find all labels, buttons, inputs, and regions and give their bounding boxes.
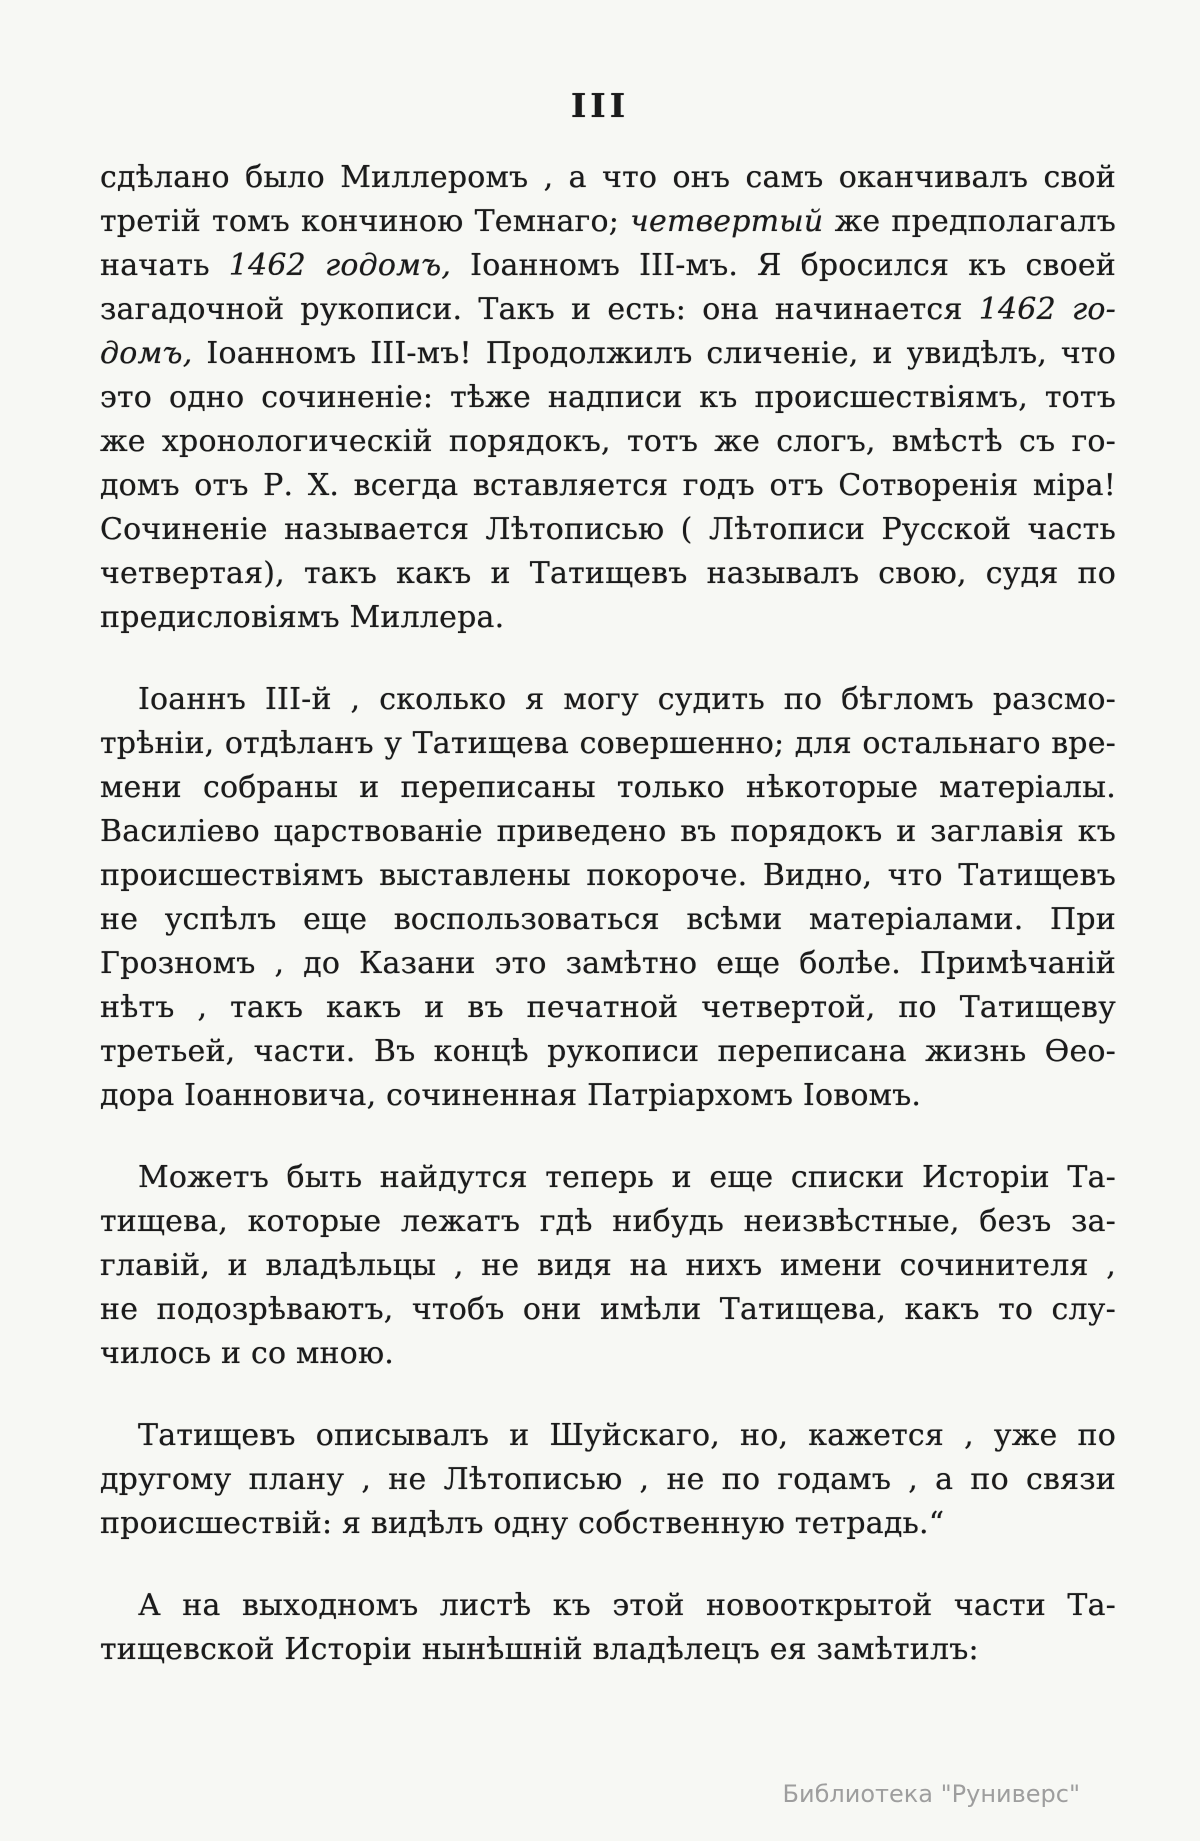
italic-run: домъ, — [100, 336, 193, 371]
text-line — [100, 766, 1116, 810]
text-run: А на выходномъ листѣ къ этой новооткрытой части Та- — [138, 1588, 1116, 1623]
text-run: Грозномъ , до Казани это замѣтно еще болѣе. Примѣчаній — [100, 946, 1116, 981]
text-run: Василіево царствованіе приведено въ порядокъ и заглавія къ — [100, 814, 1116, 849]
text-line — [100, 420, 1116, 464]
text-line — [100, 1458, 1116, 1502]
text-line — [100, 552, 1116, 596]
paragraph — [100, 1414, 1116, 1546]
text-line — [100, 508, 1116, 552]
text-block — [100, 156, 1116, 1672]
text-line — [100, 678, 1116, 722]
text-line — [100, 596, 1116, 640]
text-run: происшествіямъ выставлены покороче. Видно, что Татищевъ — [100, 858, 1116, 893]
italic-run: 1462 годомъ, — [228, 248, 452, 283]
text-line — [100, 722, 1116, 766]
text-run: же хронологическій порядокъ, тотъ же слогъ, вмѣстѣ съ го- — [100, 424, 1116, 459]
text-line — [100, 1584, 1116, 1628]
text-run: третій томъ кончиною Темнаго; — [100, 204, 631, 239]
text-line — [100, 200, 1116, 244]
text-run: это одно сочиненіе: тѣже надписи къ происшествіямъ, тотъ — [100, 380, 1116, 415]
text-line — [100, 1200, 1116, 1244]
text-line — [100, 1288, 1116, 1332]
text-run: происшествій: я видѣлъ одну собственную тетрадь.“ — [100, 1506, 945, 1541]
text-line — [100, 810, 1116, 854]
text-run: же предполагалъ — [823, 204, 1116, 239]
text-line — [100, 288, 1116, 332]
text-line — [100, 1074, 1116, 1118]
text-run: Татищевъ описывалъ и Шуйскаго, но, кажется , уже по — [138, 1418, 1116, 1453]
text-line — [100, 332, 1116, 376]
text-run: сдѣлано было Миллеромъ , а что онъ самъ оканчивалъ свой — [100, 160, 1116, 195]
text-run: загадочной рукописи. Такъ и есть: она начинается — [100, 292, 979, 327]
text-run: мени собраны и переписаны только нѣкоторые матеріалы. — [100, 770, 1116, 805]
text-line — [100, 244, 1116, 288]
text-run: тищева, которые лежатъ гдѣ нибудь неизвѣстные, безъ за- — [100, 1204, 1116, 1239]
text-run: Можетъ быть найдутся теперь и еще списки Исторіи Та- — [138, 1160, 1116, 1195]
page-number: III — [570, 86, 630, 125]
text-line — [100, 986, 1116, 1030]
italic-run: четвертый — [630, 204, 824, 239]
text-line — [100, 1030, 1116, 1074]
text-run: домъ отъ Р. Х. всегда вставляется годъ отъ Сотворенія міра! — [100, 468, 1116, 503]
text-run: дора Іоанновича, сочиненная Патріархомъ Іовомъ. — [100, 1078, 922, 1113]
text-line — [100, 1628, 1116, 1672]
text-run: трѣніи, отдѣланъ у Татищева совершенно; для остальнаго вре- — [100, 726, 1116, 761]
text-line — [100, 1244, 1116, 1288]
text-run: не подозрѣваютъ, чтобъ они имѣли Татищева, какъ то слу- — [100, 1292, 1116, 1327]
text-run: Сочиненіе называется Лѣтописью ( Лѣтописи Русской часть — [100, 512, 1116, 547]
text-line — [100, 1414, 1116, 1458]
text-line — [100, 1156, 1116, 1200]
library-watermark: Библиотека "Руниверс" — [782, 1780, 1080, 1808]
text-line — [100, 942, 1116, 986]
paragraph — [100, 1156, 1116, 1376]
text-run: тищевской Исторіи нынѣшній владѣлецъ ея замѣтилъ: — [100, 1632, 979, 1667]
text-line — [100, 376, 1116, 420]
text-line — [100, 898, 1116, 942]
paragraph — [100, 156, 1116, 640]
italic-run: 1462 го- — [978, 292, 1117, 327]
text-line — [100, 156, 1116, 200]
text-line — [100, 464, 1116, 508]
text-run: четвертая), такъ какъ и Татищевъ называлъ свою, судя по — [100, 556, 1116, 591]
text-run: начать — [100, 248, 229, 283]
text-run: нѣтъ , такъ какъ и въ печатной четвертой, по Татищеву — [100, 990, 1116, 1025]
text-line — [100, 1332, 1116, 1376]
text-run: Іоанномъ III-мъ! Продолжилъ сличеніе, и увидѣлъ, что — [192, 336, 1116, 371]
text-run: другому плану , не Лѣтописью , не по годамъ , а по связи — [100, 1462, 1116, 1497]
text-run: не успѣлъ еще воспользоваться всѣми матеріалами. При — [100, 902, 1116, 937]
paragraph — [100, 678, 1116, 1118]
text-run: Іоаннъ III-й , сколько я могу судить по бѣгломъ разсмо- — [138, 682, 1116, 717]
text-run: чилось и со мною. — [100, 1336, 394, 1371]
text-run: Іоанномъ III-мъ. Я бросился къ своей — [451, 248, 1116, 283]
text-run: главій, и владѣльцы , не видя на нихъ имени сочинителя , — [100, 1248, 1116, 1283]
text-run: предисловіямъ Миллера. — [100, 600, 505, 635]
text-line — [100, 854, 1116, 898]
text-run: третьей, части. Въ концѣ рукописи переписана жизнь Ѳео- — [100, 1034, 1116, 1069]
paragraph — [100, 1584, 1116, 1672]
text-line — [100, 1502, 1116, 1546]
